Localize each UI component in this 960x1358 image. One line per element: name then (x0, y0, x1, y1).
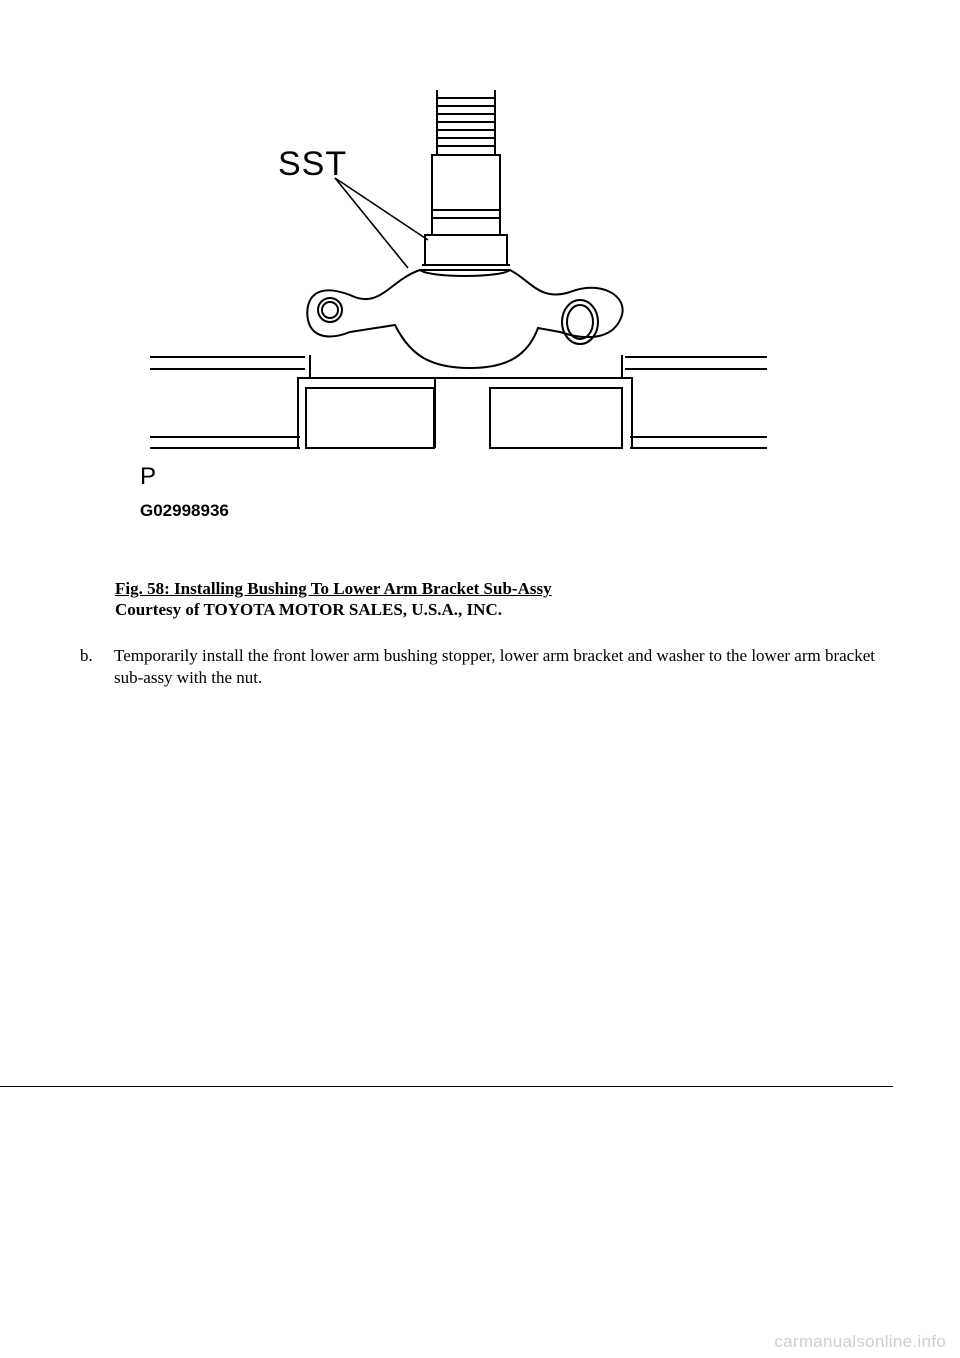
step-text: Temporarily install the front lower arm bushing stopper, lower arm bracket and washer to the lower arm bracket sub-assy with the nut. (114, 646, 875, 687)
figure-caption (115, 578, 552, 620)
right-rail (625, 357, 767, 448)
sst-label: SST (278, 145, 348, 183)
page-divider (0, 1086, 893, 1087)
corner-label: P (140, 463, 157, 490)
installation-diagram (130, 70, 780, 530)
step-marker: b. (80, 646, 93, 665)
figure-title-link[interactable]: Fig. 58: Installing Bushing To Lower Arm Bracket Sub-Assy (115, 579, 552, 598)
figure-courtesy: Courtesy of TOYOTA MOTOR SALES, U.S.A., INC. (115, 600, 502, 619)
support-block-left (298, 355, 435, 448)
support-block-right (490, 355, 632, 448)
site-watermark: carmanualsonline.info (774, 1332, 946, 1351)
sst-leader-lines (335, 178, 428, 268)
lower-arm-bracket (307, 270, 622, 368)
procedure-step (80, 645, 890, 689)
bushing-installation-illustration (130, 70, 780, 530)
figure-code: G02998936 (140, 501, 229, 520)
sst-tool (422, 90, 510, 265)
left-rail (150, 357, 305, 448)
